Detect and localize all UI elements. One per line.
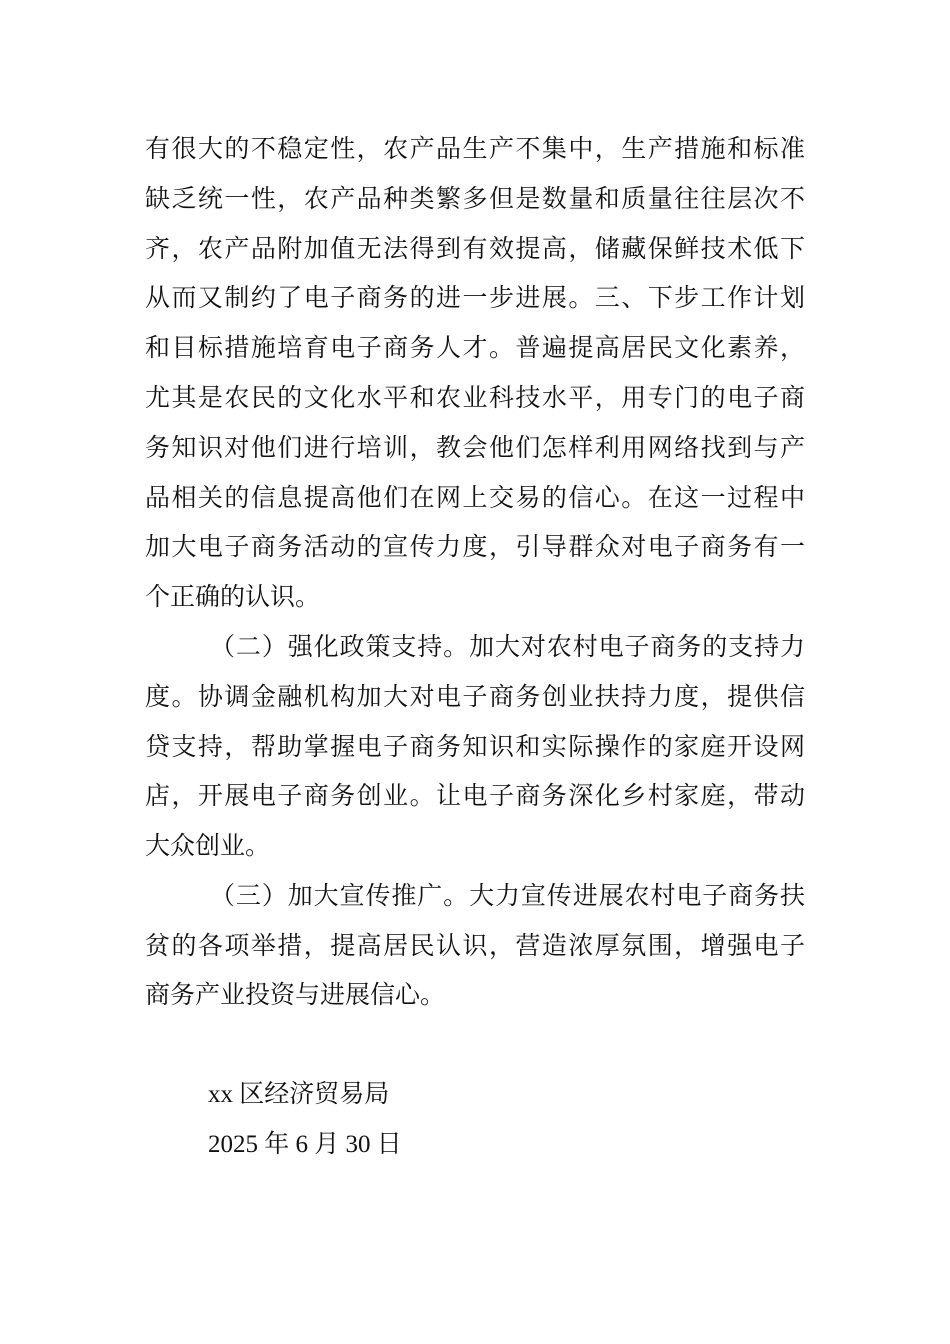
- body-text-line: 个正确的认识。: [145, 582, 321, 611]
- body-text-line: （二）强化政策支持。加大对农村电子商务的支持力: [210, 632, 805, 661]
- body-text-line: 和目标措施培育电子商务人才。普遍提高居民文化素养，: [145, 333, 805, 362]
- body-text-line: 度。协调金融机构加大对电子商务创业扶持力度，提供信: [145, 682, 805, 711]
- body-text-line: 齐，农产品附加值无法得到有效提高，储藏保鲜技术低下: [145, 234, 805, 263]
- body-text-line: 贷支持，帮助掌握电子商务知识和实际操作的家庭开设网: [145, 732, 805, 761]
- body-text-line: 缺乏统一性，农产品种类繁多但是数量和质量往往层次不: [145, 184, 805, 213]
- body-text-line: 品相关的信息提高他们在网上交易的信心。在这一过程中: [145, 483, 805, 512]
- body-text-line: 加大电子商务活动的宣传力度，引导群众对电子商务有一: [145, 532, 805, 561]
- body-text-line: 商务产业投资与进展信心。: [145, 980, 446, 1009]
- body-text-line: 从而又制约了电子商务的进一步进展。三、下步工作计划: [145, 283, 805, 312]
- signature-organization: xx 区经济贸易局: [208, 1081, 390, 1108]
- body-text-line: 务知识对他们进行培训，教会他们怎样利用网络找到与产: [145, 433, 805, 462]
- body-text-line: 贫的各项举措，提高居民认识，营造浓厚氛围，增强电子: [145, 931, 805, 960]
- body-text-line: 店，开展电子商务创业。让电子商务深化乡村家庭，带动: [145, 781, 805, 810]
- body-text-line: （三）加大宣传推广。大力宣传进展农村电子商务扶: [210, 881, 805, 910]
- signature-date: 2025 年 6 月 30 日: [208, 1131, 402, 1158]
- body-text-line: 大众创业。: [145, 831, 271, 860]
- body-text-line: 尤其是农民的文化水平和农业科技水平，用专门的电子商: [145, 383, 805, 412]
- body-text-line: 有很大的不稳定性，农产品生产不集中，生产措施和标准: [145, 134, 805, 163]
